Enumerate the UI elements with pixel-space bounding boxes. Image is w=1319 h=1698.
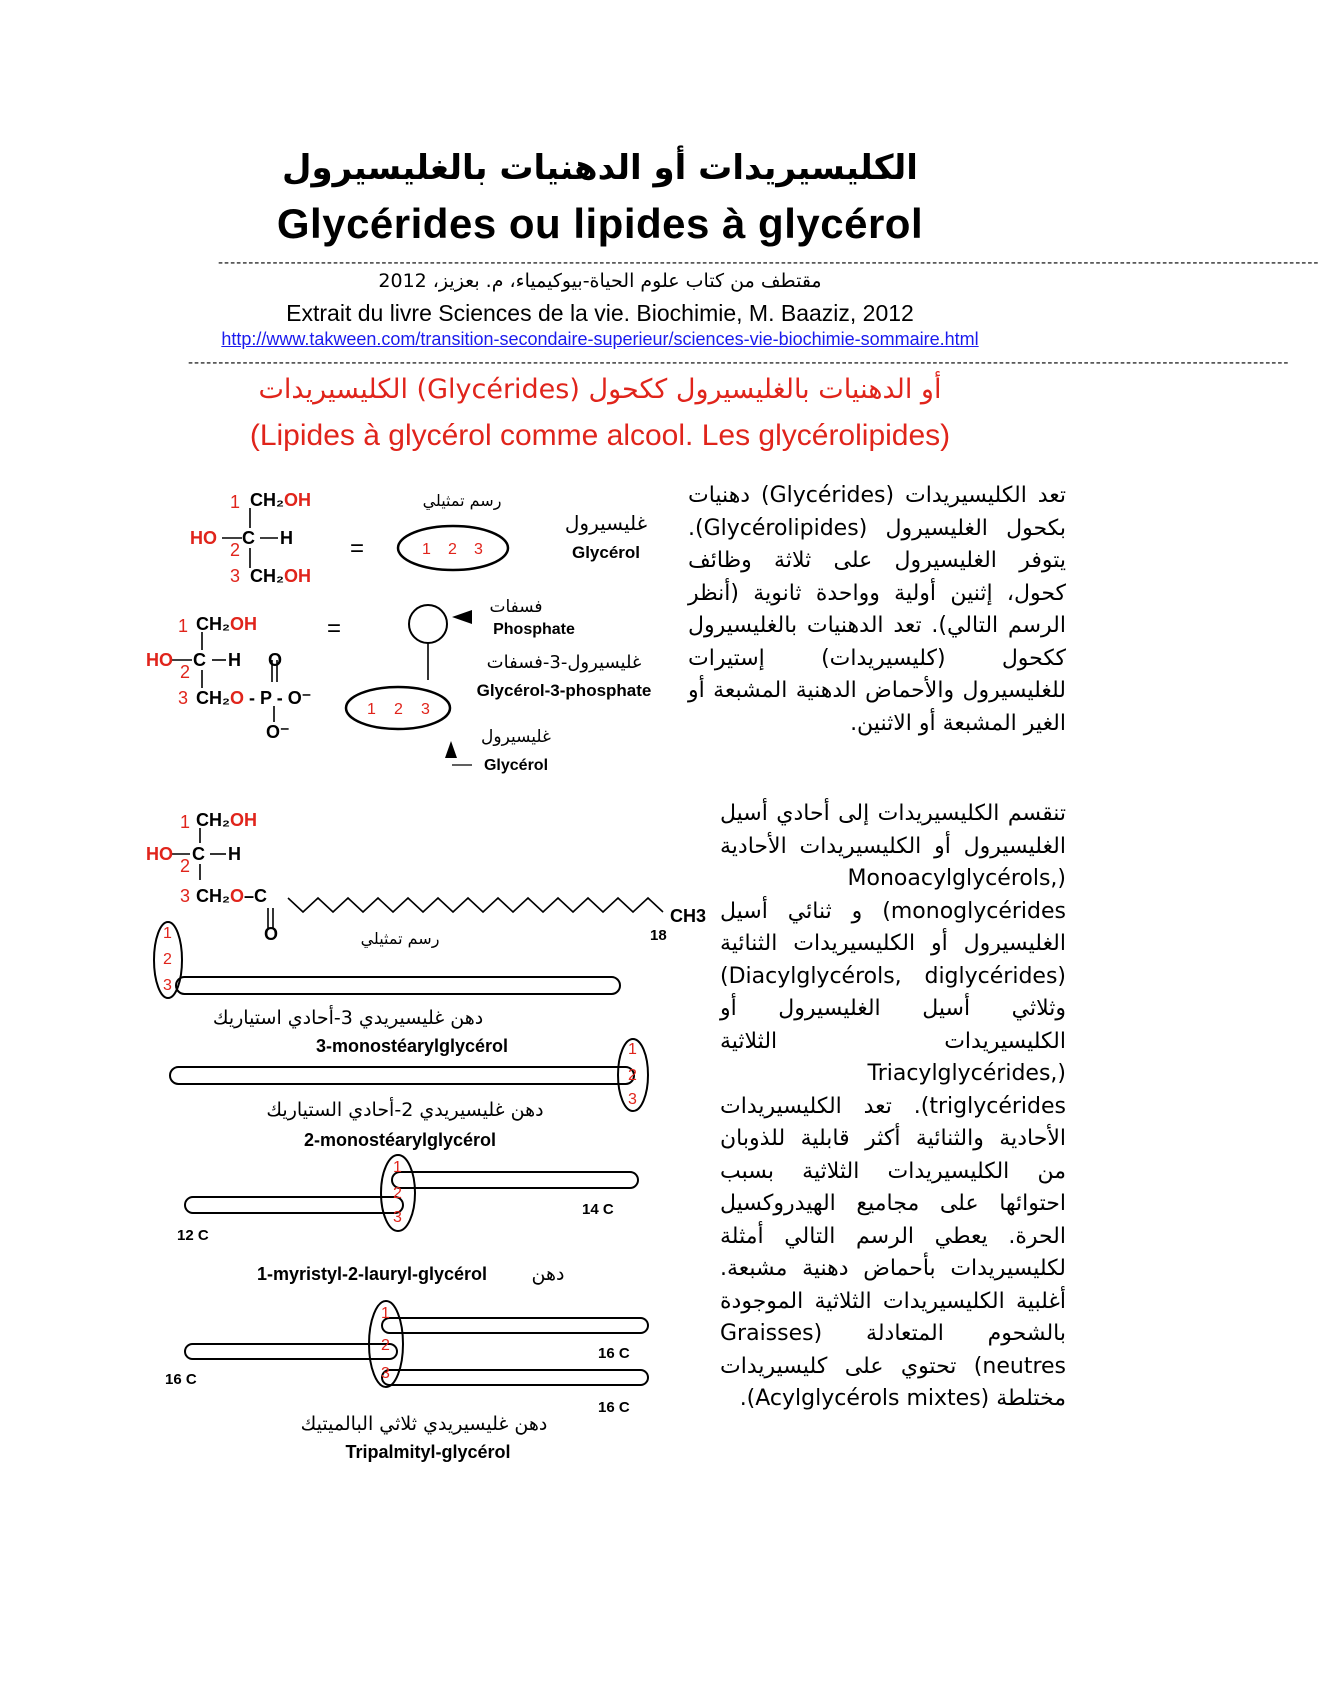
ellipse-number: 3	[393, 1209, 402, 1226]
ellipse-number: 2	[448, 541, 457, 558]
c-number: 2	[180, 856, 191, 876]
ch2oh-top: CH₂OH	[196, 810, 257, 830]
c-number: 1	[230, 492, 241, 512]
c-number: 3	[180, 886, 191, 906]
oxygen: O	[264, 924, 279, 944]
c-number: 2	[230, 540, 241, 560]
phosphate-ar: فسفات	[489, 597, 543, 617]
glycerol-ar: غليسيرول	[481, 727, 551, 747]
mono3-fr: 3-monostéarylglycérol	[315, 1036, 509, 1056]
phosphoester: CH₂O - P - O⁻	[196, 688, 312, 708]
divider: --------------------------------------------------------------------------------------------------------------------------------------------------------------------------------------	[188, 355, 1290, 371]
paragraph-classes: تنقسم الكليسيريدات إلى أحادي أسيل الغليسيرول أو الكليسيريدات الأحادية (Monoacylglycérols, monoglycérides) و ثنائي أسيل الغليسيرول أو الكليسيريدات الثنائية (Diacylglycérols, diglycérides) وثلاثي أسيل الغليسيرول أو الكليسيريدات الثلاثية (Triacylglycérides, triglycérides). تعد الكليسيريدات الأحادية والثنائية أكثر قابلية للذوبان من الكليسيريدات الثلاثية بسبب احتوائها على مجاميع الهيدروكسيل الحرة. يعطي الرسم التالي أمثلة لكليسيريدات بأحماض دهنية مشبعة. أغلبية الكليسيريدات الثلاثية الموجودة بالشحوم المتعادلة (Graisses neutres) تحتوي على كليسيريدات مختلطة (Acylglycérols mixtes).	[720, 801, 1066, 1411]
ellipse-number: 3	[381, 1365, 390, 1382]
mono3-ar: دهن غليسيريدي 3-أحادي استياريك	[212, 1007, 484, 1029]
ho-group: HO	[190, 528, 217, 548]
divider: --------------------------------------------------------------------------------------------------------------------------------------------------------------------------------------	[218, 255, 1319, 271]
hydrogen: H	[280, 528, 293, 548]
ch2oh-top: CH₂OH	[196, 614, 257, 634]
ch2oh-top: CH₂OH	[250, 490, 311, 510]
ellipse-number: 3	[628, 1091, 637, 1108]
ellipse-number: 2	[381, 1337, 390, 1354]
equals-sign: =	[350, 535, 365, 562]
c-number: 3	[230, 566, 241, 586]
ellipse-number: 1	[381, 1305, 390, 1322]
carbon-count: 16 C	[598, 1399, 630, 1416]
g3p-fr: Glycérol-3-phosphate	[476, 681, 652, 700]
title-arabic: الكليسيريدات أو الدهنيات بالغليسيرول	[282, 148, 918, 188]
ellipse-number: 1	[393, 1159, 402, 1176]
ellipse-number: 3	[474, 541, 483, 558]
tri-fr: Tripalmityl-glycérol	[345, 1442, 511, 1462]
carbon: C	[242, 528, 255, 548]
ellipse-number: 1	[367, 701, 376, 718]
arrow-icon	[452, 610, 472, 624]
c-number: 3	[178, 688, 189, 708]
ho-group: HO	[146, 844, 173, 864]
ellipse-number: 1	[163, 925, 172, 942]
arrow-icon	[445, 741, 457, 758]
hydrogen: H	[228, 844, 241, 864]
ellipse-number: 1	[422, 541, 431, 558]
ellipse-number: 1	[628, 1041, 637, 1058]
tri-ar: دهن غليسيريدي ثلاثي البالميتيك	[300, 1413, 548, 1435]
c-number: 1	[180, 812, 191, 832]
glycerol-fr: Glycérol	[483, 757, 549, 774]
title-french: Glycérides ou lipides à glycérol	[276, 200, 924, 247]
methyl-end: CH3	[670, 906, 707, 926]
ellipse-number: 2	[394, 701, 403, 718]
phosphate-fr: Phosphate	[493, 621, 575, 638]
oxygen-minus: O⁻	[266, 722, 290, 742]
credit-french: Extrait du livre Sciences de la vie. Biochimie, M. Baaziz, 2012	[286, 300, 914, 326]
mono2-fr: 2-monostéarylglycérol	[303, 1130, 497, 1150]
ch2oh-bottom: CH₂OH	[250, 566, 311, 586]
credit-link[interactable]: http://www.takween.com/transition-secondaire-superieur/sciences-vie-biochimie-sommaire.html	[221, 329, 979, 349]
hydrogen: H	[228, 650, 241, 670]
symbol-label: رسم تمثيلي	[422, 491, 502, 510]
c-number: 2	[180, 662, 191, 682]
c-number: 1	[178, 616, 189, 636]
carbon-count: 16 C	[598, 1345, 630, 1362]
ester-group: CH₂O–C	[196, 886, 268, 906]
ellipse-number: 3	[163, 977, 172, 994]
carbon: C	[193, 650, 206, 670]
ellipse-number: 2	[163, 951, 172, 968]
di-ar: دهن	[531, 1263, 565, 1285]
ho-group: HO	[146, 650, 173, 670]
ellipse-number: 2	[393, 1185, 402, 1202]
carbon-count: 12 C	[177, 1227, 209, 1244]
carbon-count: 16 C	[165, 1371, 197, 1388]
di-fr: 1-myristyl-2-lauryl-glycérol	[256, 1264, 488, 1284]
glycerol-ar: غليسيرول	[564, 511, 648, 535]
ellipse-number: 2	[628, 1067, 637, 1084]
subtitle-french: (Lipides à glycérol comme alcool. Les glycérolipides)	[249, 419, 951, 452]
mono2-ar: دهن غليسيريدي 2-أحادي الستياريك	[266, 1099, 544, 1121]
ellipse-number: 3	[421, 701, 430, 718]
credit-arabic: مقتطف من كتاب علوم الحياة-بيوكيمياء، م. بعزيز، 2012	[378, 270, 822, 292]
carbon-count: 14 C	[582, 1201, 614, 1218]
symbol-label: رسم تمثيلي	[360, 929, 440, 948]
equals-sign: =	[327, 615, 342, 642]
carbon-count: 18	[650, 927, 667, 944]
carbon: C	[192, 844, 205, 864]
paragraph-intro: تعد الكليسيريدات (Glycérides) دهنيات بكحول الغليسيرول (Glycérolipides). يتوفر الغليسيرول على ثلاثة وظائف كحول، إثنين أولية وواحدة ثانوية (أنظر الرسم التالي). تعد الدهنيات بالغليسيرول ككحول (كليسيريدات) إستيرات للغليسيرول والأحماض الدهنية المشبعة أو الغير المشبعة أو الاثنين.	[688, 483, 1067, 736]
g3p-ar: غليسيرول-3-فسفات	[486, 652, 642, 673]
glycerol-fr: Glycérol	[571, 543, 641, 562]
subtitle-arabic: الكليسيريدات (Glycérides) أو الدهنيات بالغليسيرول ككحول	[258, 374, 942, 405]
oxygen: O	[268, 650, 283, 670]
